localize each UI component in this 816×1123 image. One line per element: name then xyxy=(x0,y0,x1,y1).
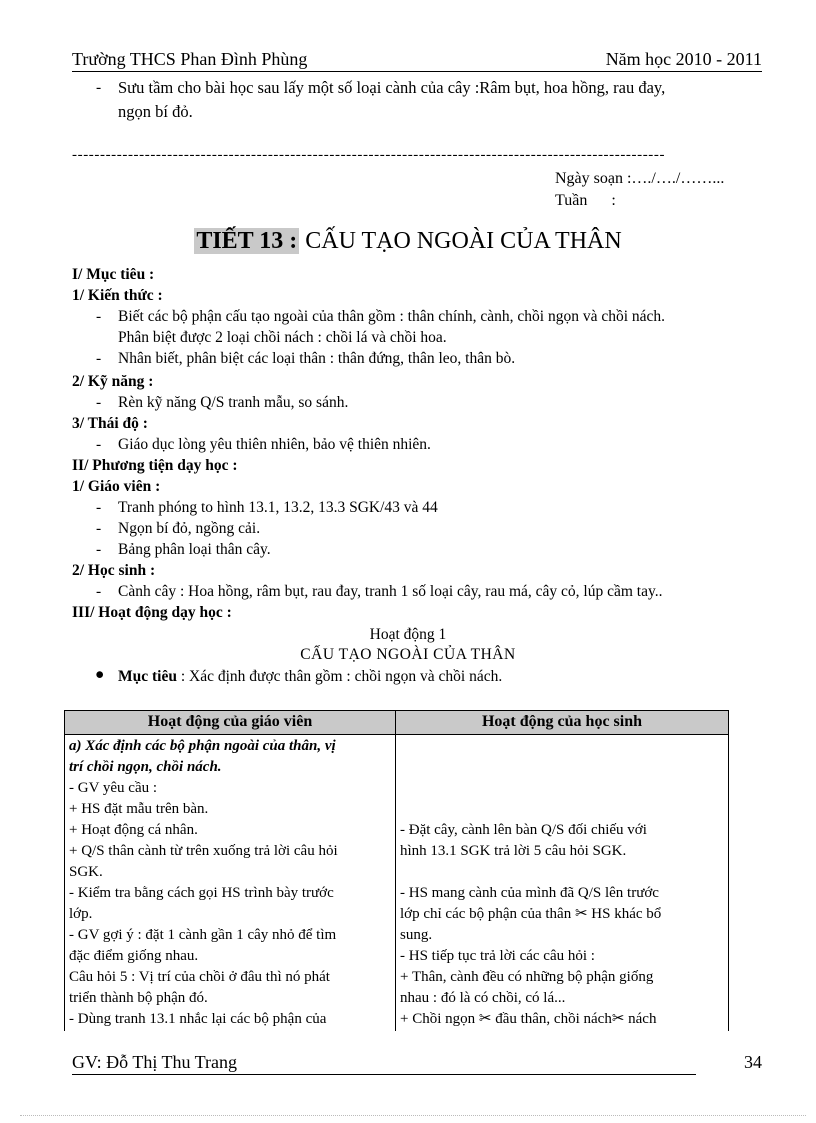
teacher-material-3: Bảng phân loại thân cây. xyxy=(118,541,271,558)
teacher-line: lớp. xyxy=(69,906,93,922)
bullet-dash: - xyxy=(96,520,102,537)
week-label: Tuần : xyxy=(555,192,616,209)
page-edge xyxy=(20,1115,806,1116)
bullet-dash: - xyxy=(96,394,102,411)
teacher-line: triển thành bộ phận đó. xyxy=(69,990,208,1006)
skills-item-1: Rèn kỹ năng Q/S tranh mẫu, so sánh. xyxy=(118,394,349,411)
teacher-material-1: Tranh phóng to hình 13.1, 13.2, 13.3 SGK/43 và 44 xyxy=(118,499,438,516)
bullet-dot-icon: ● xyxy=(95,666,105,683)
knowledge-item-1: Biết các bộ phận cấu tạo ngoài của thân gồm : thân chính, cành, chồi ngọn và chồi nách. xyxy=(118,308,666,325)
activity-goal xyxy=(118,668,502,686)
lesson-name: CẤU TẠO NGOÀI CỦA THÂN xyxy=(305,228,622,254)
teacher-line: đặc điểm giống nhau. xyxy=(69,948,199,964)
student-line xyxy=(400,757,724,778)
activity-subheading: CẤU TẠO NGOÀI CỦA THÂN xyxy=(300,646,516,663)
bullet-dash: - xyxy=(96,308,102,325)
teacher-line: trí chồi ngọn, chồi nách. xyxy=(69,759,222,775)
section-teacher-materials: 1/ Giáo viên : xyxy=(72,478,161,495)
student-line: - HS mang cành của mình đã Q/S lên trước xyxy=(400,885,659,901)
col-header-teacher: Hoạt động của giáo viên xyxy=(65,711,396,735)
teacher-line: + Q/S thân cành từ trên xuống trả lời câu hỏi xyxy=(69,843,338,859)
section-objectives: I/ Mục tiêu : xyxy=(72,266,155,283)
student-line xyxy=(400,799,724,820)
student-line: sung. xyxy=(400,927,433,943)
student-line xyxy=(400,736,724,757)
student-material-1: Cành cây : Hoa hồng, râm bụt, rau đay, tranh 1 số loại cây, rau má, cây cỏ, lúp cầm tay.. xyxy=(118,583,663,600)
section-student-materials: 2/ Học sinh : xyxy=(72,562,156,579)
student-line: - Đặt cây, cành lên bàn Q/S đối chiếu với xyxy=(400,822,647,838)
header-rule xyxy=(72,71,762,72)
student-line xyxy=(400,862,724,883)
bullet-dash: - xyxy=(96,499,102,516)
student-line: lớp chỉ các bộ phận của thân ✂ HS khác bổ xyxy=(400,906,662,922)
teacher-line: - GV gợi ý : đặt 1 cành gần 1 cây nhỏ để tìm xyxy=(69,927,337,943)
knowledge-item-2: Phân biệt được 2 loại chồi nách : chồi lá và chồi hoa. xyxy=(118,329,447,346)
activity-table xyxy=(64,710,729,1031)
date-prepared: Ngày soạn :…./…./……... xyxy=(555,170,725,187)
student-line xyxy=(400,778,724,799)
attitude-item-1: Giáo dục lòng yêu thiên nhiên, bảo vệ thiên nhiên. xyxy=(118,436,431,453)
student-line: nhau : đó là có chồi, có lá... xyxy=(400,990,566,1006)
section-separator: ---------------------------------------------------------------------------------------------------------- xyxy=(72,147,666,163)
section-attitude: 3/ Thái độ : xyxy=(72,415,148,432)
student-activity-cell xyxy=(396,735,729,1032)
student-line: hình 13.1 SGK trả lời 5 câu hỏi SGK. xyxy=(400,843,627,859)
footer-rule xyxy=(72,1074,696,1075)
lesson-number: TIẾT 13 : xyxy=(196,228,298,254)
teacher-line: a) Xác định các bộ phận ngoài của thân, vị xyxy=(69,738,336,754)
goal-label: Mục tiêu xyxy=(118,668,177,685)
teacher-activity-cell xyxy=(65,735,396,1032)
teacher-line: + HS đặt mẫu trên bàn. xyxy=(69,801,209,817)
bullet-dash: - xyxy=(96,583,102,600)
section-knowledge: 1/ Kiến thức : xyxy=(72,287,163,304)
bullet-dash: - xyxy=(96,436,102,453)
section-skills: 2/ Kỹ năng : xyxy=(72,373,154,390)
prev-note-dash: - xyxy=(96,79,102,96)
knowledge-item-3: Nhân biết, phân biệt các loại thân : thân đứng, thân leo, thân bò. xyxy=(118,350,516,367)
section-activities: III/ Hoạt động dạy học : xyxy=(72,604,232,621)
teacher-line: - Dùng tranh 13.1 nhắc lại các bộ phận của xyxy=(69,1011,327,1027)
school-name: Trường THCS Phan Đình Phùng xyxy=(72,49,308,69)
teacher-line: + Hoạt động cá nhân. xyxy=(69,822,198,838)
prev-note-line1: Sưu tầm cho bài học sau lấy một số loại cành của cây :Râm bụt, hoa hồng, rau đay, xyxy=(118,78,666,97)
goal-text: : Xác định được thân gồm : chồi ngọn và chồi nách. xyxy=(180,668,503,685)
teacher-line: SGK. xyxy=(69,864,103,880)
lesson-title xyxy=(0,228,816,255)
col-header-student: Hoạt động của học sinh xyxy=(396,711,729,735)
teacher-name: GV: Đỗ Thị Thu Trang xyxy=(72,1052,238,1072)
activity-heading: Hoạt động 1 xyxy=(369,626,447,643)
student-line: + Chồi ngọn ✂ đầu thân, chồi nách✂ nách xyxy=(400,1011,657,1027)
school-year: Năm học 2010 - 2011 xyxy=(605,49,762,69)
bullet-dash: - xyxy=(96,541,102,558)
student-line: + Thân, cành đều có những bộ phận giống xyxy=(400,969,654,985)
student-line: - HS tiếp tục trả lời các câu hỏi : xyxy=(400,948,595,964)
section-materials: II/ Phương tiện dạy học : xyxy=(72,457,238,474)
teacher-line: - Kiểm tra bằng cách gọi HS trình bày trước xyxy=(69,885,334,901)
bullet-dash: - xyxy=(96,350,102,367)
prev-note-line2: ngọn bí đỏ. xyxy=(118,102,193,121)
teacher-line: Câu hỏi 5 : Vị trí của chồi ở đâu thì nó phát xyxy=(69,969,330,985)
teacher-line: - GV yêu cầu : xyxy=(69,780,158,796)
page-number: 34 xyxy=(744,1052,762,1072)
teacher-material-2: Ngọn bí đỏ, ngồng cải. xyxy=(118,520,261,537)
